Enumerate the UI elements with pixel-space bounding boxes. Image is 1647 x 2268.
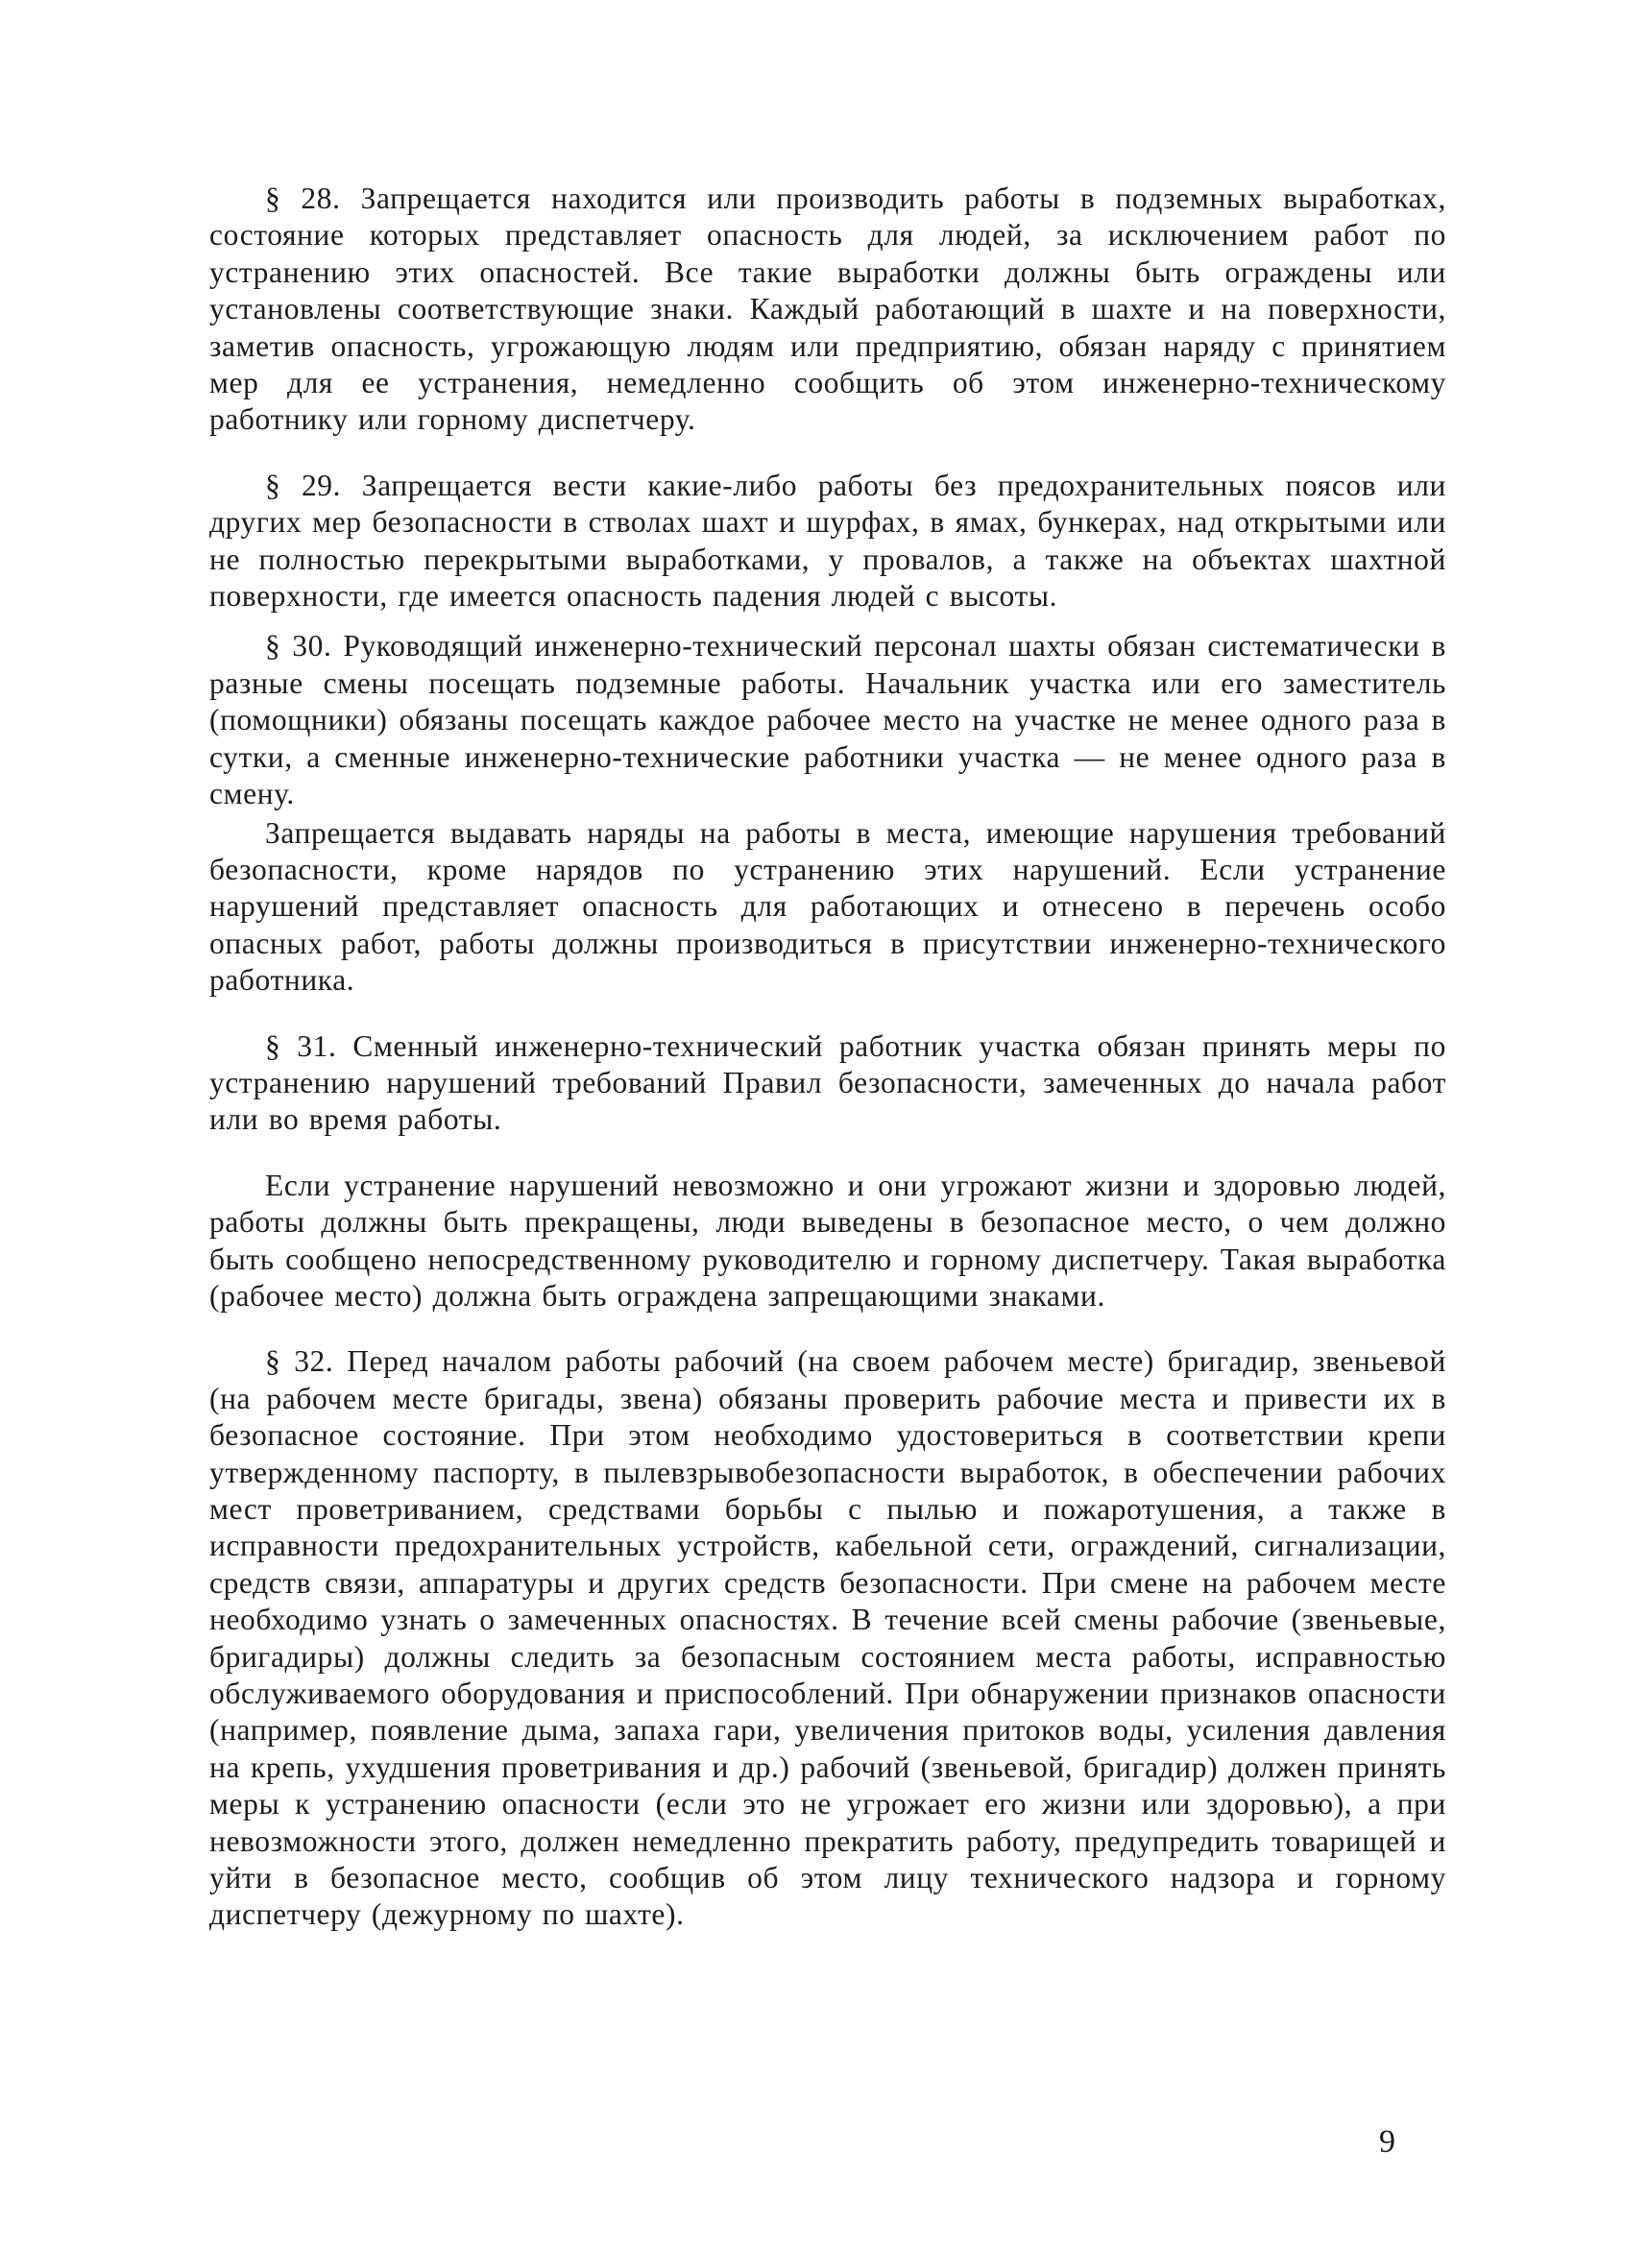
document-page xyxy=(209,181,1446,1934)
paragraph-30-continuation: Запрещается выдавать наряды на работы в места, имеющие нарушения требований безопасности, кроме нарядов по устранению этих нарушений. Если устранение нарушений представляет опасность для работающих и отнесено в перечень особо опасных работ, работы должны производиться в присутствии инженерно-технического работника. xyxy=(209,815,1446,998)
paragraph-31: § 31. Сменный инженерно-технический работник участка обязан принять меры по устранению нарушений требований Правил безопасности, замеченных до начала работ или во время работы. xyxy=(209,1028,1446,1137)
paragraph-31-continuation: Если устранение нарушений невозможно и они угрожают жизни и здоровью людей, работы должны быть прекращены, люди выведены в безопасное место, о чем должно быть сообщено непосредственному руководителю и горному диспетчеру. Такая выработка (рабочее место) должна быть ограждена запрещающими знаками. xyxy=(209,1168,1446,1313)
paragraph-28: § 28. Запрещается находится или производить работы в подземных выработках, состояние которых представляет опасность для людей, за исключением работ по устранению этих опасностей. Все такие выработки должны быть ограждены или установлены соответствующие знаки. Каждый работающий в шахте и на поверхности, заметив опасность, угрожающую людям или предприятию, обязан наряду с принятием мер для ее устранения, немедленно сообщить об этом инженерно-техническому работнику или горному диспетчеру. xyxy=(209,181,1446,437)
page-number: 9 xyxy=(1379,2124,1395,2159)
paragraph-32: § 32. Перед началом работы рабочий (на своем рабочем месте) бригадир, звеньевой (на рабочем месте бригады, звена) обязаны проверить рабочие места и привести их в безопасное состояние. При этом необходимо удостовериться в соответствии крепи утвержденному паспорту, в пылевзрывобезопасности выработок, в обеспечении рабочих мест проветриванием, средствами борьбы с пылью и пожаротушения, а также в исправности предохранительных устройств, кабельной сети, ограждений, сигнализации, средств связи, аппаратуры и других средств безопасности. При смене на рабочем месте необходимо узнать о замеченных опасностях. В течение всей смены рабочие (звеньевые, бригадиры) должны следить за безопасным состоянием места работы, исправностью обслуживаемого оборудования и приспособлений. При обнаружении признаков опасности (например, появление дыма, запаха гари, увеличения притоков воды, усиления давления на крепь, ухудшения проветривания и др.) рабочий (звеньевой, бригадир) должен принять меры к устранению опасности (если это не угрожает его жизни или здоровью), а при невозможности этого, должен немедленно прекратить работу, предупредить товарищей и уйти в безопасное место, сообщив об этом лицу технического надзора и горному диспетчеру (дежурному по шахте). xyxy=(209,1344,1446,1932)
paragraph-29: § 29. Запрещается вести какие-либо работы без предохранительных поясов или других мер безопасности в стволах шахт и шурфах, в ямах, бункерах, над открытыми или не полностью перекрытыми выработками, у провалов, а также на объектах шахтной поверхности, где имеется опасность падения людей с высоты. xyxy=(209,468,1446,614)
paragraph-30: § 30. Руководящий инженерно-технический персонал шахты обязан систематически в разные смены посещать подземные работы. Начальник участка или его заместитель (помощники) обязаны посещать каждое рабочее место на участке не менее одного раза в сутки, а сменные инженерно-технические работники участка — не менее одного раза в смену. xyxy=(209,629,1446,811)
